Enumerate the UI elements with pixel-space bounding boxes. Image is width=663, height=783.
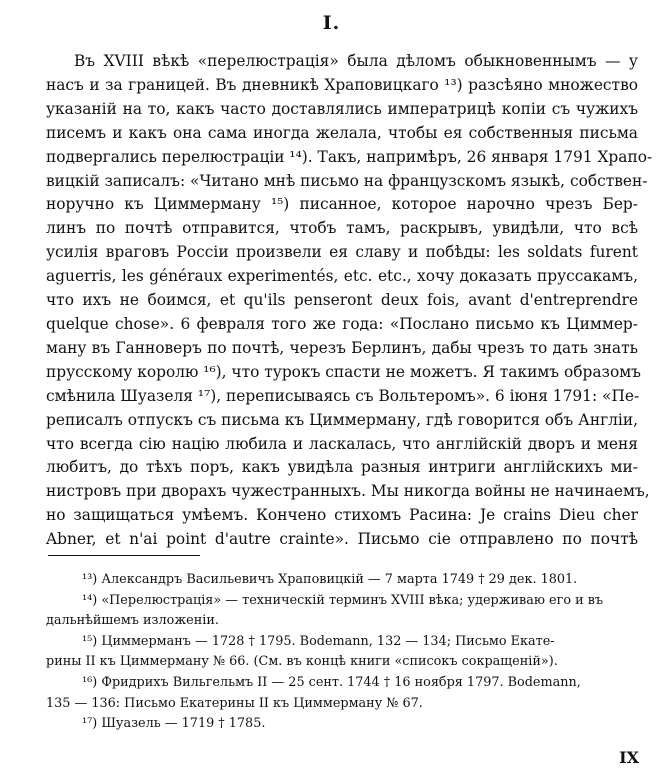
chapter-heading: I. bbox=[322, 12, 341, 34]
footnote-line: ¹⁴) «Перелюстрація» — техническій терминъ XVIII вѣка; удерживаю его и въ bbox=[82, 592, 604, 608]
text-line: смѣнила Шуазеля ¹⁷), переписываясь съ Вольтеромъ». 6 іюня 1791: «Пе- bbox=[46, 386, 640, 405]
text-line: Abner, et n'ai point d'autre crainte». Письмо сіе отправлено по почтѣ bbox=[46, 530, 638, 549]
text-line: aguerris, les généraux experimentés, etc. etc., хочу доказать пруссакамъ, bbox=[46, 267, 638, 286]
text-line: но защищаться умѣемъ. Кончено стихомъ Расина: Je crains Dieu cher bbox=[46, 506, 638, 525]
page-number: IX bbox=[619, 748, 639, 767]
footnote-line: рины II къ Циммерману № 66. (См. въ концѣ книги «списокъ сокращеній»). bbox=[46, 654, 558, 670]
text-line: что всегда сію націю любила и ласкалась, что англійскій дворъ и меня bbox=[46, 434, 638, 453]
footnote-line: ¹³) Александръ Васильевичъ Храповицкій — 7 марта 1749 † 29 дек. 1801. bbox=[82, 572, 578, 587]
text-line: прусскому королю ¹⁶), что турокъ спасти не можетъ. Я такимъ образомъ bbox=[46, 362, 641, 381]
text-line: указаній на то, какъ часто доставлялись императрицѣ копіи съ чужихъ bbox=[46, 99, 638, 118]
text-line: ману въ Ганноверъ по почтѣ, черезъ Берлинъ, дабы чрезъ то дать знать bbox=[46, 338, 638, 357]
text-line: писемъ и какъ она сама иногда желала, чтобы ея собственныя письма bbox=[46, 123, 638, 142]
main-text bbox=[46, 50, 653, 552]
text-line: норучно къ Циммерману ¹⁵) писанное, которое нарочно чрезъ Бер- bbox=[46, 195, 638, 214]
text-line: нистровъ при дворахъ чужестранныхъ. Мы никогда войны не начинаемъ, bbox=[46, 482, 650, 501]
footnote-line: дальнѣйшемъ изложеніи. bbox=[46, 613, 219, 629]
footnote-line: ¹⁷) Шуазель — 1719 † 1785. bbox=[82, 716, 266, 732]
text-line: усилія враговъ Россіи произвели ея славу и побѣды: les soldats furent bbox=[46, 243, 638, 262]
text-line: реписалъ отпускъ съ письма къ Циммерману, гдѣ говорится объ Англіи, bbox=[46, 410, 638, 429]
text-line: quelque chose». 6 февраля того же года: «Послано письмо къ Циммер- bbox=[46, 314, 638, 333]
text-line: любитъ, до тѣхъ поръ, какъ увидѣла разныя интриги англійскихъ ми- bbox=[46, 458, 638, 477]
text-line: что ихъ не боимся, et qu'ils penseront deux fois, avant d'entreprendre bbox=[46, 291, 638, 310]
text-line: подвергались перелюстраціи ¹⁴). Такъ, напримѣръ, 26 января 1791 Храпо- bbox=[46, 147, 653, 166]
footnote-line: ¹⁵) Циммерманъ — 1728 † 1795. Bodemann, 132 — 134; Письмо Екате- bbox=[82, 633, 555, 649]
text-line: насъ и за границей. Въ дневникѣ Храповицкаго ¹³) разсѣяно множество bbox=[46, 75, 638, 94]
footnote-line: ¹⁶) Фридрихъ Вильгельмъ II — 25 сент. 1744 † 16 ноября 1797. Bodemann, bbox=[82, 674, 581, 690]
text-line: линъ по почтѣ отправится, чтобъ тамъ, раскрывъ, увидѣли, что всѣ bbox=[46, 219, 638, 238]
footnotes bbox=[46, 570, 638, 735]
text-line: вицкій записалъ: «Читано мнѣ письмо на французскомъ языкѣ, собствен- bbox=[46, 171, 648, 190]
text-line: Въ XVIII вѣкѣ «перелюстрація» была дѣломъ обыкновеннымъ — у bbox=[74, 52, 638, 70]
footnote-line: 135 — 136: Письмо Екатерины II къ Циммерману № 67. bbox=[46, 695, 423, 711]
footnote-separator bbox=[48, 555, 200, 556]
